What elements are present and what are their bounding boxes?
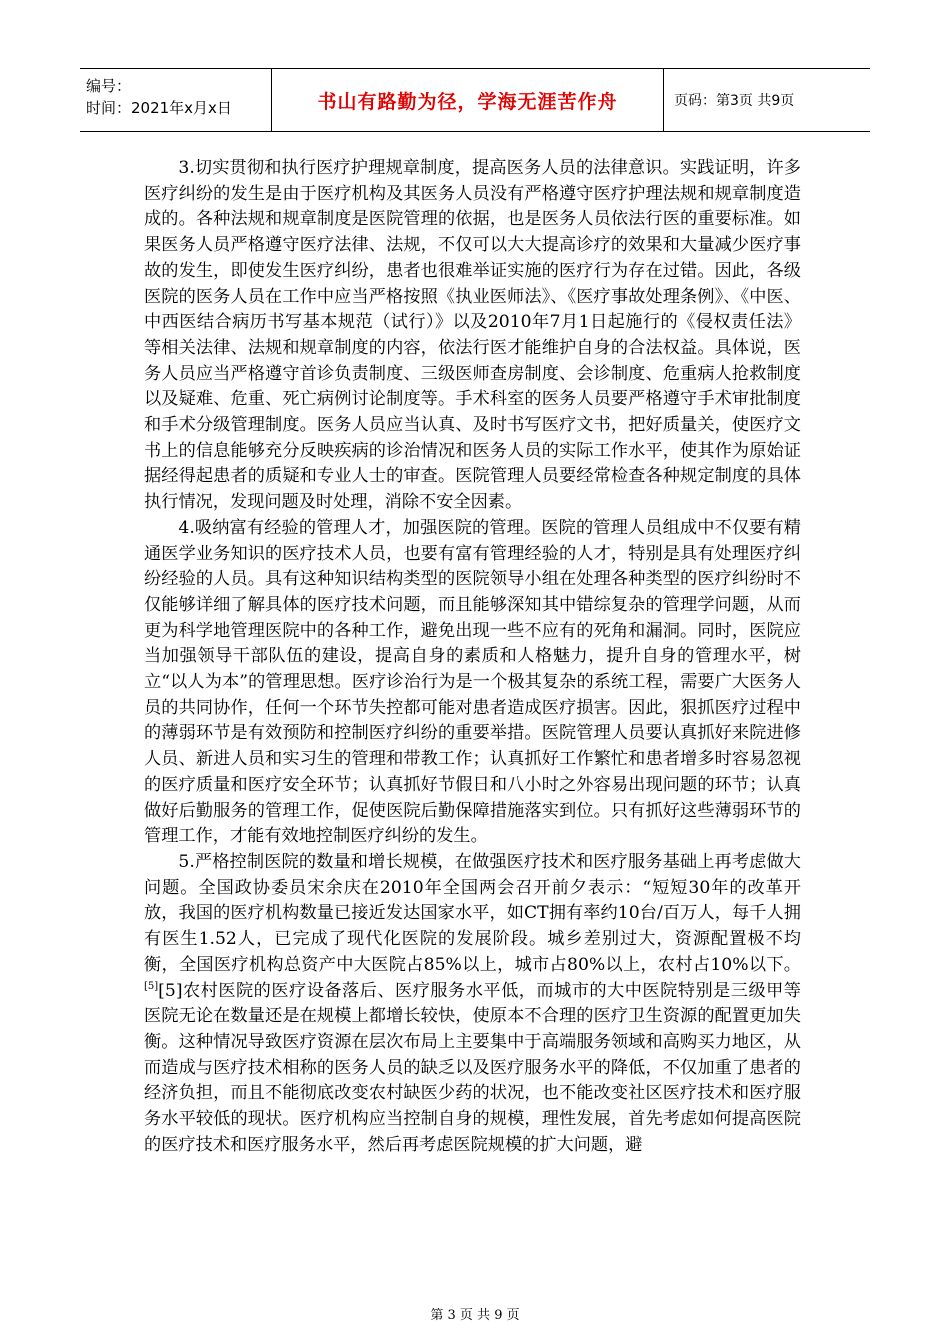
paragraph-5-part-2: [5]农村医院的医疗设备落后、医疗服务水平低，而城市的大中医院特别是三级甲等医院无论在数量还是在规模上都增长较快，使原本不合理的医疗卫生资源的配置更加失衡。这种情况导致医疗资源在层次布局上主要集中于高端服务领域和高购买力地区，从而造成与医疗技术相称的医务人员的缺乏以及医疗服务水平的降低，不仅加重了患者的经济负担，而且不能彻底改变农村缺医少药的状况，也不能改变社区医疗技术和医疗服务水平较低的现状。医疗机构应当控制自身的规模，理性发展，首先考虑如何提高医院的医疗技术和医疗服务水平，然后再考虑医院规模的扩大问题，避: [144, 980, 801, 1155]
document-number-label: 编号：: [86, 77, 132, 95]
paragraph-5: [144, 850, 801, 1158]
citation-ref-5: [5]: [144, 980, 159, 992]
document-body: [144, 156, 801, 1158]
header-motto-cell: [272, 69, 664, 131]
page-footer: 第 3 页 共 9 页: [430, 1308, 520, 1323]
paragraph-3: 3.切实贯彻和执行医疗护理规章制度，提高医务人员的法律意识。实践证明，许多医疗纠纷的发生是由于医疗机构及其医务人员没有严格遵守医疗护理法规和规章制度造成的。各种法规和规章制度是医院管理的依据，也是医务人员依法行医的重要标准。如果医务人员严格遵守医疗法律、法规，不仅可以大大提高诊疗的效果和大量减少医疗事故的发生，即使发生医疗纠纷，患者也很难举证实施的医疗行为存在过错。因此，各级医院的医务人员在工作中应当严格按照《执业医师法》、《医疗事故处理条例》、《中医、中西医结合病历书写基本规范（试行）》以及2010年7月1日起施行的《侵权责任法》等相关法律、法规和规章制度的内容，依法行医才能维护自身的合法权益。具体说，医务人员应当严格遵守首诊负责制度、三级医师查房制度、会诊制度、危重病人抢救制度以及疑难、危重、死亡病例讨论制度等。手术科室的医务人员要严格遵守手术审批制度和手术分级管理制度。医务人员应当认真、及时书写医疗文书，把好质量关，使医疗文书上的信息能够充分反映疾病的诊治情况和医务人员的实际工作水平，使其作为原始证据经得起患者的质疑和专业人士的审查。医院管理人员要经常检查各种规定制度的具体执行情况，发现问题及时处理，消除不安全因素。: [144, 158, 801, 513]
paragraph-5-part-1: 5.严格控制医院的数量和增长规模，在做强医疗技术和医疗服务基础上再考虑做大问题。全国政协委员宋余庆在2010年全国两会召开前夕表示：“短短30年的改革开放，我国的医疗机构数量已接近发达国家水平，如CT拥有率约10台/百万人，每千人拥有医生1.52人，已完成了现代化医院的发展阶段。城乡差别过大，资源配置极不均衡，全国医疗机构总资产中大医院占85%以上，城市占80%以上，农村占10%以下。: [144, 851, 801, 975]
paragraph-4: 4.吸纳富有经验的管理人才，加强医院的管理。医院的管理人员组成中不仅要有精通医学业务知识的医疗技术人员，也要有富有管理经验的人才，特别是具有处理医疗纠纷经验的人员。具有这种知识结构类型的医院领导小组在处理各种类型的医疗纠纷时不仅能够详细了解具体的医疗技术问题，而且能够深知其中错综复杂的管理学问题，从而更为科学地管理医院中的各种工作，避免出现一些不应有的死角和漏洞。同时，医院应当加强领导干部队伍的建设，提高自身的素质和人格魅力，提升自身的管理水平，树立“以人为本”的管理思想。医疗诊治行为是一个极其复杂的系统工程，需要广大医务人员的共同协作，任何一个环节失控都可能对患者造成医疗损害。因此，狠抓医疗过程中的薄弱环节是有效预防和控制医疗纠纷的重要举措。医院管理人员要认真抓好来院进修人员、新进人员和实习生的管理和带教工作；认真抓好工作繁忙和患者增多时容易忽视的医疗质量和医疗安全环节；认真抓好节假日和八小时之外容易出现问题的环节；认真做好后勤服务的管理工作，促使医院后勤保障措施落实到位。只有抓好这些薄弱环节的管理工作，才能有效地控制医疗纠纷的发生。: [144, 517, 801, 847]
header-page-info: 页码：第3页 共9页: [674, 93, 795, 109]
document-date-label: 时间：2021年x月x日: [86, 99, 232, 117]
header-motto: 书山有路勤为径，学海无涯苦作舟: [317, 90, 618, 113]
header-meta: [80, 69, 272, 131]
page-header: [80, 68, 870, 132]
